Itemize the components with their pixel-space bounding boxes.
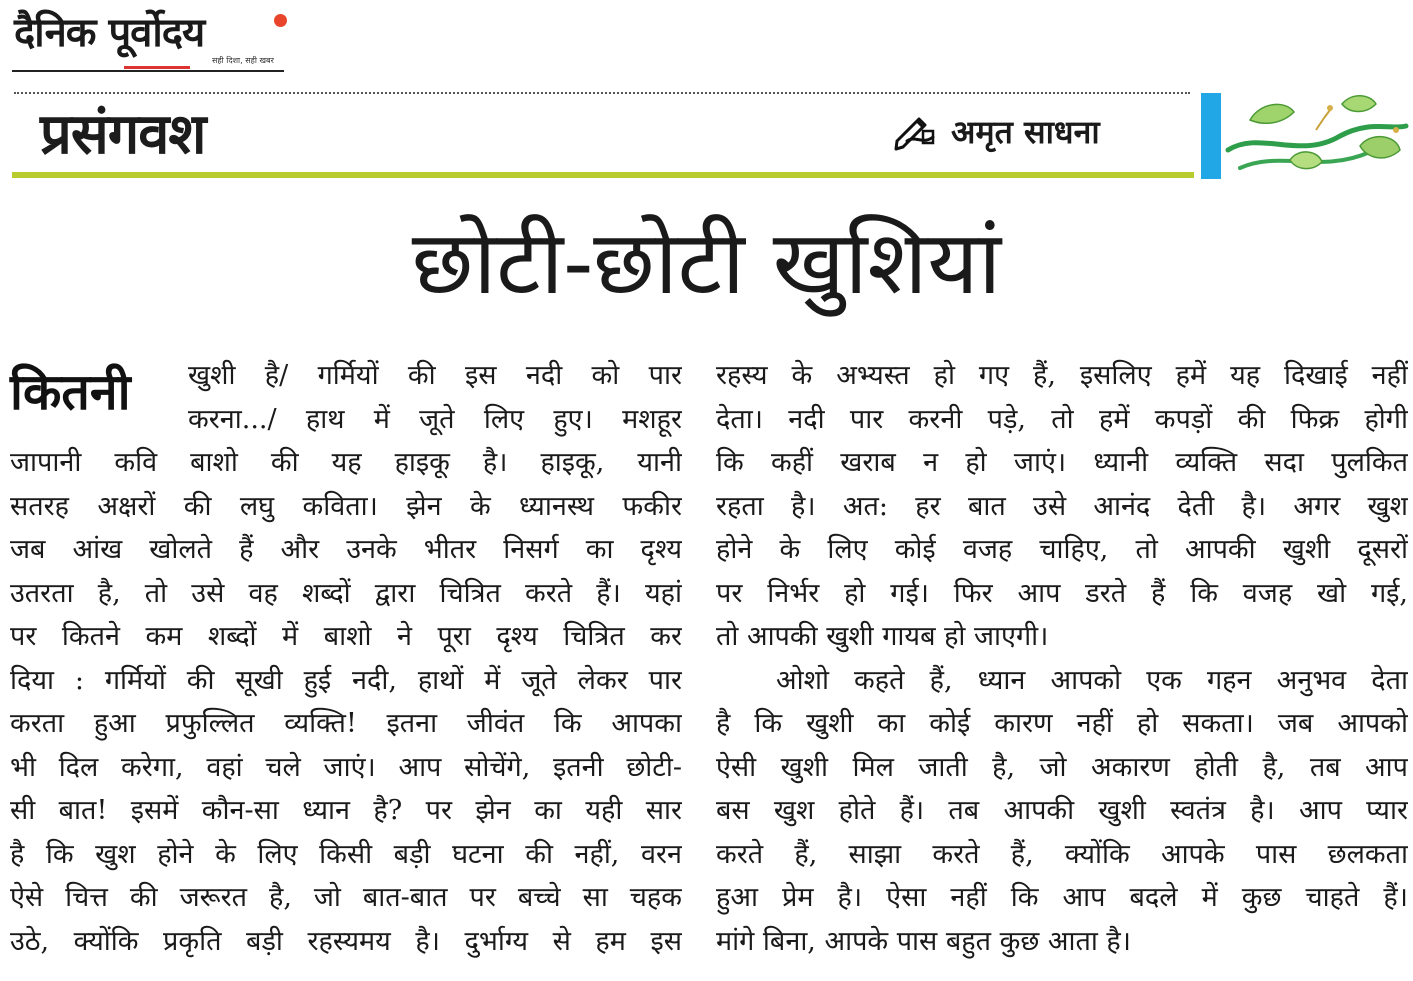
author-name: अमृत साधना bbox=[951, 112, 1100, 151]
body-line: जापानी कवि बाशो की यह हाइकू है। हाइकू, यानी bbox=[10, 447, 682, 478]
body-line: तो आपकी खुशी गायब हो जाएगी। bbox=[716, 621, 1049, 652]
body-line: है कि खुशी का कोई कारण नहीं हो सकता। जब आपको bbox=[716, 708, 1408, 739]
body-line: खुशी है/ गर्मियों की इस नदी को पार bbox=[188, 360, 682, 391]
body-line: पर निर्भर हो गई। फिर आप डरते हैं कि वजह खो गई, bbox=[716, 577, 1408, 609]
newspaper-tagline: सही दिशा, सही खबर bbox=[212, 56, 274, 65]
masthead-divider bbox=[12, 70, 284, 72]
body-line: करते हैं, साझा करते हैं, क्योंकि आपके पास छलकता bbox=[716, 838, 1408, 870]
masthead bbox=[12, 8, 284, 72]
body-line: जब आंख खोलते हैं और उनके भीतर निसर्ग का दृश्य bbox=[10, 534, 682, 565]
pen-writing-icon bbox=[893, 111, 937, 151]
body-line: रहता है। अत: हर बात उसे आनंद देती है। अगर खुश bbox=[716, 490, 1408, 522]
body-line: है कि खुश होने के लिए किसी बड़ी घटना की नहीं, वरन bbox=[10, 838, 682, 870]
body-line: पर कितने कम शब्दों में बाशो ने पूरा दृश्य चित्रित कर bbox=[10, 621, 682, 652]
body-line: करता हुआ प्रफुल्लित व्यक्ति! इतना जीवंत कि आपका bbox=[10, 708, 682, 739]
logo-accent-line bbox=[124, 66, 190, 69]
article-headline: छोटी-छोटी खुशियां bbox=[411, 211, 1002, 314]
side-accent-bar bbox=[1201, 93, 1221, 179]
body-line: दिया : गर्मियों की सूखी हुई नदी, हाथों में जूते लेकर पार bbox=[10, 664, 682, 696]
body-line: होने के लिए कोई वजह चाहिए, तो आपकी खुशी दूसरों bbox=[716, 534, 1408, 565]
logo-dot-icon bbox=[274, 14, 287, 27]
body-line: मांगे बिना, आपके पास बहुत कुछ आता है। bbox=[716, 925, 1131, 957]
body-line: उतरता है, तो उसे वह शब्दों द्वारा चित्रित करते हैं। यहां bbox=[10, 577, 682, 609]
body-line: रहस्य के अभ्यस्त हो गए हैं, इसलिए हमें यह दिखाई नहीं bbox=[716, 360, 1408, 391]
dropcap-word: कितनी bbox=[10, 363, 131, 421]
body-line: बस खुश होते हैं। तब आपकी खुशी स्वतंत्र है। आप प्यार bbox=[716, 795, 1408, 826]
body-line: उठे, क्योंकि प्रकृति बड़ी रहस्यमय है। दुर्भाग्य से हम इस bbox=[10, 925, 682, 957]
body-line: कि कहीं खराब न हो जाएं। ध्यानी व्यक्ति सदा पुलकित bbox=[716, 447, 1408, 478]
newspaper-logo: दैनिक पूर्वोदय bbox=[14, 10, 205, 56]
article-column-1 bbox=[10, 354, 682, 963]
body-line: देता। नदी पार करनी पड़े, तो हमें कपड़ों की फिक्र होगी bbox=[716, 403, 1408, 435]
body-line: भी दिल करेगा, वहां चले जाएं। आप सोचेंगे, इतनी छोटी- bbox=[10, 751, 682, 783]
body-line: सतरह अक्षरों की लघु कविता। झेन के ध्यानस्थ फकीर bbox=[10, 490, 682, 522]
body-line: करना.../ हाथ में जूते लिए हुए। मशहूर bbox=[188, 403, 682, 435]
article-column-2 bbox=[716, 354, 1408, 963]
leaf-vine-icon bbox=[1220, 90, 1410, 182]
body-line: हुआ प्रेम है। ऐसा नहीं कि आप बदले में कुछ चाहते हैं। bbox=[716, 882, 1408, 913]
author-byline bbox=[893, 106, 1100, 156]
body-line: ऐसी खुशी मिल जाती है, जो अकारण होती है, तब आप bbox=[716, 751, 1408, 783]
section-title: प्रसंगवश bbox=[40, 102, 206, 167]
section-accent-bar bbox=[12, 172, 1194, 178]
body-line: सी बात! इसमें कौन-सा ध्यान है? पर झेन का यही सार bbox=[10, 795, 682, 826]
body-line: ओशो कहते हैं, ध्यान आपको एक गहन अनुभव देता bbox=[776, 664, 1408, 696]
body-line: ऐसे चित्त की जरूरत है, जो बात-बात पर बच्चे सा चहक bbox=[10, 882, 682, 913]
section-dotted-divider bbox=[14, 92, 1190, 94]
